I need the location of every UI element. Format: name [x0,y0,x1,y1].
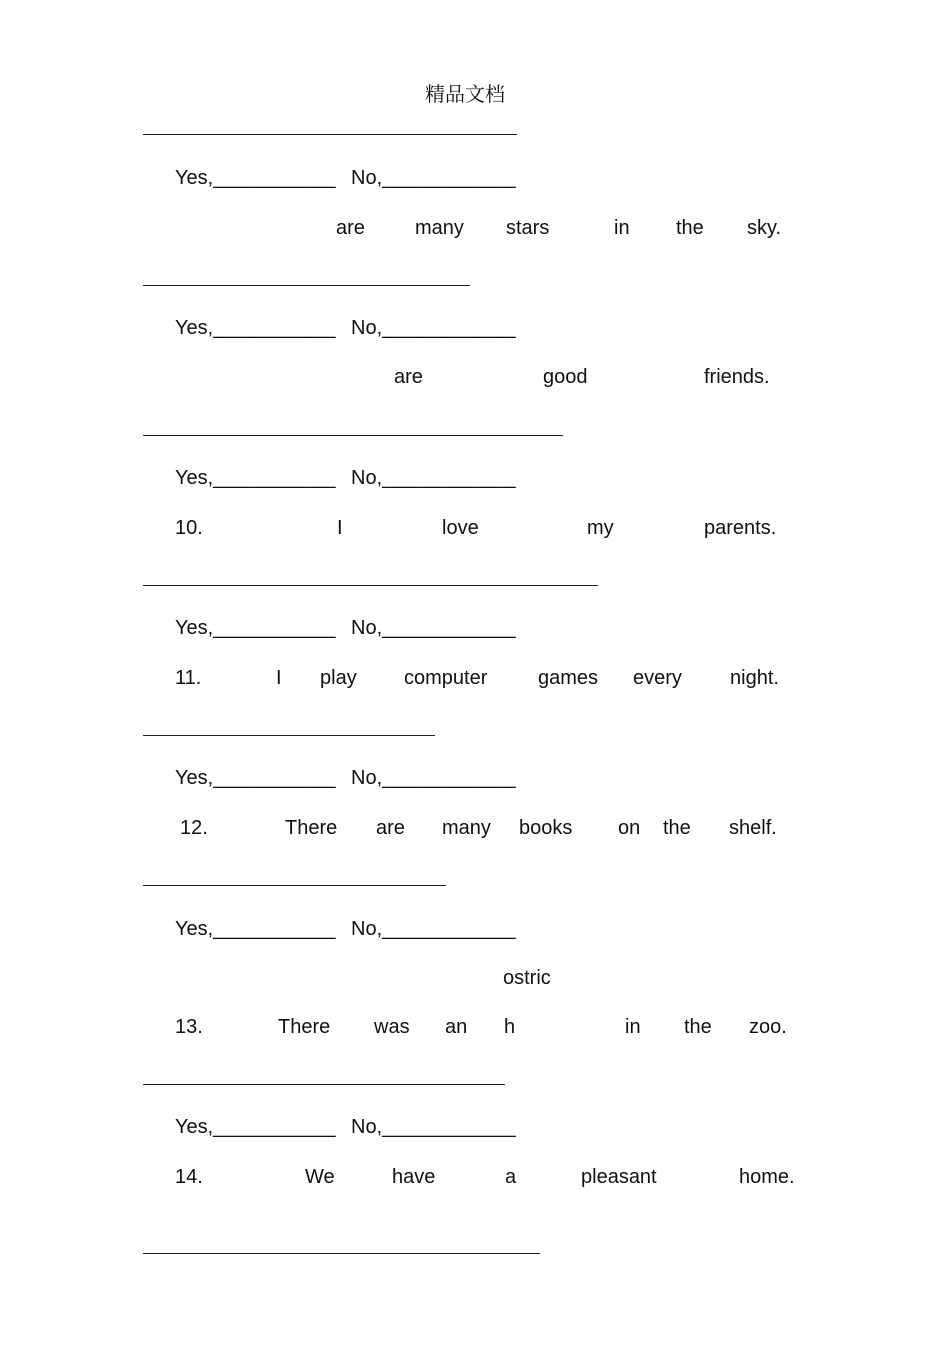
word: many [415,217,464,239]
word: I [276,667,282,689]
word: the [676,217,704,239]
yes-blank: Yes,___________ [175,1116,336,1138]
answer-line [143,435,563,436]
yes-blank: Yes,___________ [175,918,336,940]
yes-blank: Yes,___________ [175,167,336,189]
word: zoo. [749,1016,787,1038]
yes-blank: Yes,___________ [175,317,336,339]
word: stars [506,217,550,239]
answer-line [143,585,598,586]
answer-line [143,735,435,736]
yes-blank: Yes,___________ [175,467,336,489]
no-blank: No,____________ [351,1116,516,1138]
word: my [587,517,614,539]
no-blank: No,____________ [351,167,516,189]
word: play [320,667,357,689]
word: h [504,1016,516,1038]
yes-blank: Yes,___________ [175,767,336,789]
word: There [285,817,338,839]
sentence-number: 14. [175,1166,203,1188]
word: a [505,1166,517,1188]
word: have [392,1166,436,1188]
word: night. [730,667,779,689]
word: shelf. [729,817,777,839]
sentence-number: 12. [180,817,208,839]
page-header: 精品文档 [425,82,505,106]
answer-line [143,1084,505,1085]
word: every [633,667,682,689]
no-blank: No,____________ [351,467,516,489]
word: in [614,217,630,239]
word: sky. [747,217,782,239]
sentence-number: 13. [175,1016,203,1038]
word: love [442,517,479,539]
word: parents. [704,517,777,539]
word: many [442,817,491,839]
yes-blank: Yes,___________ [175,617,336,639]
word: are [336,217,365,239]
word: on [618,817,641,839]
no-blank: No,____________ [351,767,516,789]
word: We [305,1166,335,1188]
word: games [538,667,599,689]
no-blank: No,____________ [351,617,516,639]
no-blank: No,____________ [351,317,516,339]
no-blank: No,____________ [351,918,516,940]
word: There [278,1016,331,1038]
word: books [519,817,573,839]
word: are [376,817,405,839]
word: I [337,517,343,539]
sentence-number: 10. [175,517,203,539]
word: an [445,1016,468,1038]
word: was [374,1016,410,1038]
word: computer [404,667,488,689]
answer-line [143,1253,540,1254]
answer-line [143,134,517,135]
word: home. [739,1166,795,1188]
word: are [394,366,423,388]
word-fragment: ostric [503,967,551,989]
word: friends. [704,366,770,388]
word: pleasant [581,1166,657,1188]
word: good [543,366,588,388]
sentence-number: 11. [175,667,202,689]
word: in [625,1016,641,1038]
word: the [684,1016,712,1038]
answer-line [143,885,446,886]
word: the [663,817,691,839]
answer-line [143,285,470,286]
